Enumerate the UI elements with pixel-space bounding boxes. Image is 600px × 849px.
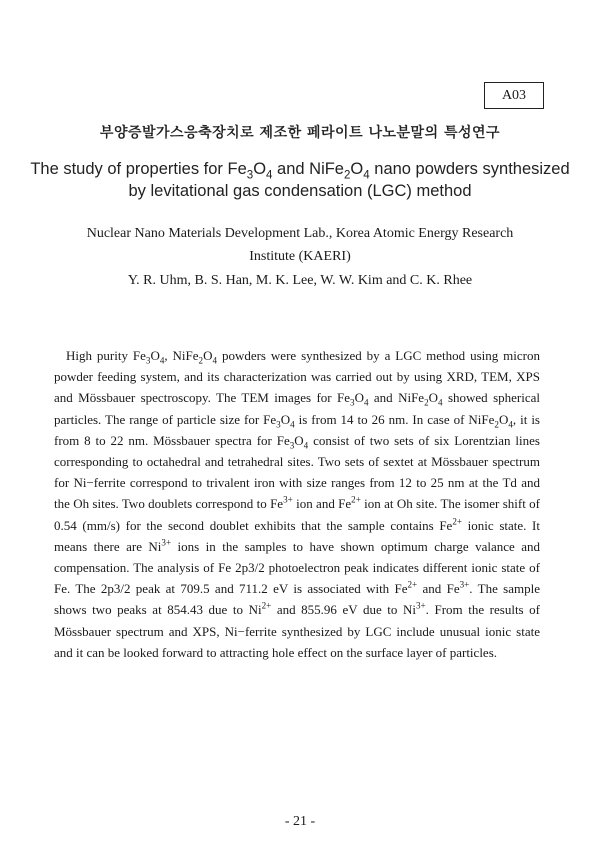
korean-title: 부양증발가스응축장치로 제조한 페라이트 나노분말의 특성연구 <box>99 125 501 141</box>
affiliation <box>40 222 560 268</box>
author-list: Y. R. Uhm, B. S. Han, M. K. Lee, W. W. Kim and C. K. Rhee <box>127 273 473 288</box>
abstract-code-box: A03 <box>484 82 544 109</box>
english-title: The study of properties for $Fe_3O_4$ and $NiFe_2O_4$ nano powders synthesized by levitational gas condensation (LGC) method <box>30 160 570 200</box>
abstract-body: High purity $Fe_3O_4$, $NiFe_2O_4$ powders were synthesized by a LGC method using micron powder feeding system, and its characterization was carried out by using XRD, TEM, XPS and Mössbauer spectroscopy. The TEM images for $Fe_3O_4$ and $NiFe_2O_4$ showed spherical particles. The range of particle size for $Fe_3O_4$ is from 14 to 26 nm. In case of $NiFe_2O_4$, it is from 8 to 22 nm. Mössbauer spectra for $Fe_3O_4$ consist of two sets of six Lorentzian lines corresponding to octahedral and tetrahedral sites. Two sets of sextet at Mössbauer spectrum for Ni−ferrite correspond to trivalent iron with size ranges from 12 to 25 nm at the Td and the Oh sites. Two doublets correspond to $Fe^{3+}$ ion and $Fe^{2+}$ ion at Oh site. The isomer shift of 0.54 (mm/s) for the second doublet exhibits that the sample contains $Fe^{2+}$ ionic state. It means there are $Ni^{3+}$ ions in the samples to have shown optimum charge valance and compensation. The analysis of Fe 2p3/2 photoelectron peak indicates different ionic state of Fe. The 2p3/2 peak at 709.5 and 711.2 eV is associated with $Fe^{2+}$ and $Fe^{3+}$. The sample shows two peaks at 854.43 due to $Ni^{2+}$ and 855.96 eV due to $Ni^{3+}$. From the results of Mössbauer spectrum and XPS, Ni−ferrite synthesized by LGC include unusual ionic state and it can be looked forward to attracting hole effect on the surface layer of particles. <box>54 348 541 660</box>
affiliation-line-2: Institute (KAERI) <box>249 249 351 264</box>
page-number: - 21 - <box>284 814 316 829</box>
affiliation-line-1: Nuclear Nano Materials Development Lab., Korea Atomic Energy Research <box>86 226 514 241</box>
